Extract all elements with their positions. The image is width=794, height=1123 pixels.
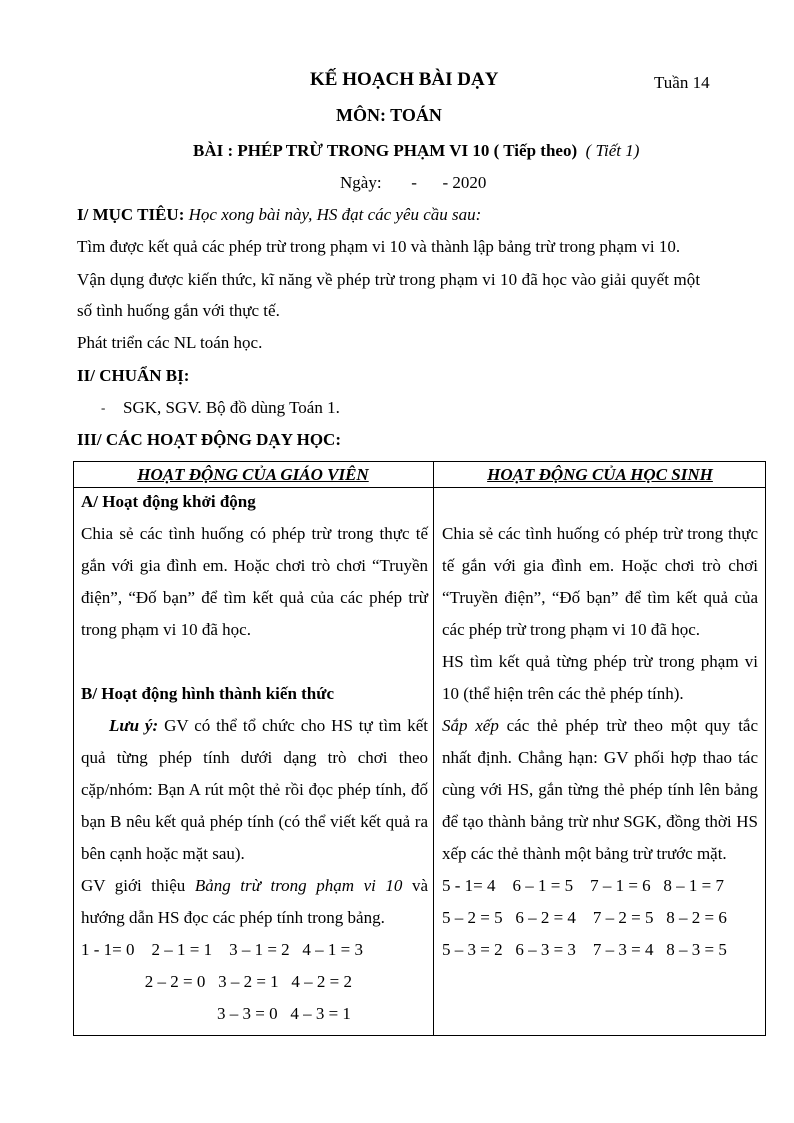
page-title: KẾ HOẠCH BÀI DẠY (310, 69, 499, 90)
teacher-table-row-1: 1 - 1= 0 2 – 1 = 1 3 – 1 = 2 4 – 1 = 3 (81, 940, 364, 959)
objective-line-2: Vận dụng được kiến thức, kĩ năng về phép trừ trong phạm vi 10 đã học vào giải quyết một (77, 270, 701, 289)
student-table-row-1: 5 - 1= 4 6 – 1 = 5 7 – 1 = 6 8 – 1 = 7 (442, 876, 725, 895)
preparation-bullet: - (101, 400, 106, 415)
activities-heading: III/ CÁC HOẠT ĐỘNG DẠY HỌC: (77, 430, 341, 449)
student-b-text2 (442, 710, 758, 870)
objective-line-4: Phát triển các NL toán học. (77, 333, 263, 352)
teacher-column-header: HOẠT ĐỘNG CỦA GIÁO VIÊN (137, 465, 369, 484)
student-b-text1: HS tìm kết quả từng phép trừ trong phạm vi 10 (thể hiện trên các thẻ phép tính). (442, 652, 758, 703)
student-a-text: Chia sẻ các tình huống có phép trừ trong thực tế gắn với gia đình em. Hoặc chơi trò chơi “Truyền điện”, “Đố bạn” để tìm kết quả của các phép trừ trong phạm vi 10 đã học. (442, 524, 758, 639)
arrange-italic: Sắp xếp (442, 716, 499, 735)
section-b-heading: B/ Hoạt động hình thành kiến thức (81, 684, 335, 703)
intro-post: và hướng dẫn HS đọc các phép tính trong bảng. (81, 876, 429, 927)
lesson-name: BÀI : PHÉP TRỪ TRONG PHẠM VI 10 ( Tiếp theo) (193, 141, 578, 160)
teacher-note (81, 710, 428, 870)
intro-italic: Bảng trừ trong phạm vi 10 (194, 876, 403, 895)
teacher-table-row-3: 3 – 3 = 0 4 – 3 = 1 (81, 1004, 351, 1023)
spacer (81, 646, 428, 678)
objective-line-3: số tình huống gắn với thực tế. (77, 301, 280, 320)
objectives-intro: Học xong bài này, HS đạt các yêu cầu sau: (188, 205, 482, 224)
teacher-a-text: Chia sẻ các tình huống có phép trừ trong thực tế gắn với gia đình em. Hoặc chơi trò chơi “Truyền điện”, “Đố bạn” để tìm kết quả của các phép trừ trong phạm vi 10 đã học. (81, 524, 428, 639)
section-a-heading: A/ Hoạt động khởi động (81, 492, 256, 511)
table-column-divider (433, 461, 434, 1036)
teacher-table-row-2: 2 – 2 = 0 3 – 2 = 1 4 – 2 = 2 (81, 972, 353, 991)
objectives-heading: I/ MỤC TIÊU: (77, 205, 185, 224)
teacher-activities (81, 486, 428, 1030)
teacher-intro (81, 870, 428, 934)
note-text: GV có thể tổ chức cho HS tự tìm kết quả từng phép tính dưới dạng trò chơi theo cặp/nhóm: Bạn A rút một thẻ rồi đọc phép tính, đố bạn B nêu kết quả phép tính (có thể viết kết quả ra bên cạnh hoặc mặt sau). (81, 716, 429, 863)
intro-pre: GV giới thiệu (81, 876, 195, 895)
date-line: Ngày: - - 2020 (340, 173, 487, 192)
lesson-title (193, 141, 639, 161)
student-column-header: HOẠT ĐỘNG CỦA HỌC SINH (487, 465, 713, 484)
note-label: Lưu ý: (109, 716, 159, 735)
subject-title: MÔN: TOÁN (336, 105, 442, 125)
student-table-row-3: 5 – 3 = 2 6 – 3 = 3 7 – 3 = 4 8 – 3 = 5 (442, 940, 727, 959)
preparation-heading: II/ CHUẨN BỊ: (77, 366, 190, 385)
week-label: Tuần 14 (654, 73, 710, 92)
student-activities (442, 518, 758, 966)
student-table-row-2: 5 – 2 = 5 6 – 2 = 4 7 – 2 = 5 8 – 2 = 6 (442, 908, 727, 927)
preparation-item: SGK, SGV. Bộ đồ dùng Toán 1. (123, 398, 340, 417)
lesson-period: ( Tiết 1) (585, 141, 640, 160)
student-b-rest: các thẻ phép trừ theo một quy tắc nhất định. Chẳng hạn: GV phối hợp thao tác cùng với HS, gắn từng thẻ phép tính lên bảng để tạo thành bảng trừ như SGK, đồng thời HS xếp các thẻ thành một bảng trừ trước mặt. (442, 716, 759, 863)
objective-line-1: Tìm được kết quả các phép trừ trong phạm vi 10 và thành lập bảng trừ trong phạm vi 10. (77, 237, 681, 256)
objectives-heading-line (77, 205, 481, 225)
